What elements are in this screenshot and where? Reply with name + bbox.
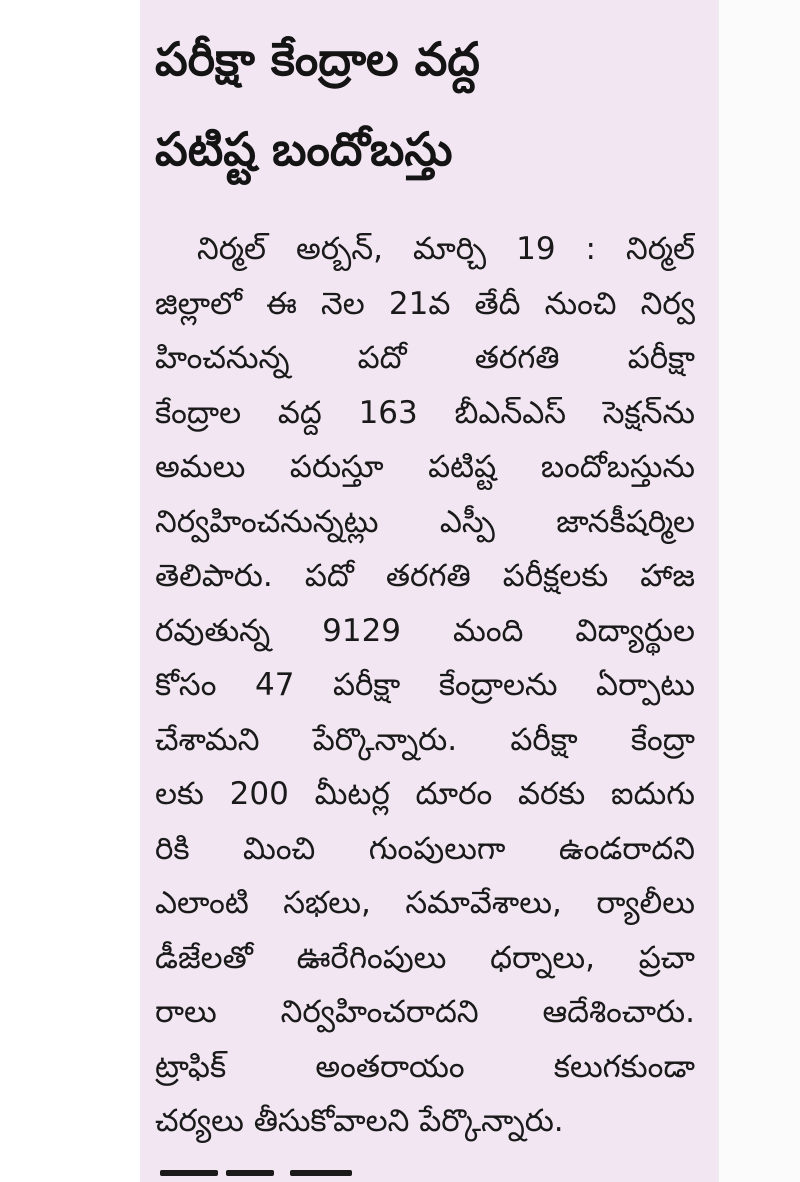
body-line: జిల్లాలో ఈ నెల 21వ తేదీ నుంచి నిర్వ [155,285,695,322]
page-margin-left [0,0,140,1182]
next-headline-fragment [160,1162,370,1182]
body-line: ట్రాఫిక్ అంతరాయం కలుగకుండా [155,1048,695,1085]
body-line: తెలిపారు. పదో తరగతి పరీక్షలకు హాజ [155,558,695,594]
body-line: కేంద్రాల వద్ద 163 బీఎన్ఎస్ సెక్షన్‌ను [155,394,695,431]
cropped-glyph-fragment [290,1170,352,1176]
body-line: చర్యలు తీసుకోవాలని పేర్కొన్నారు. [155,1103,564,1139]
article-body [155,222,695,1149]
body-line: రికి మించి గుంపులుగా ఉండరాదని [155,830,695,867]
body-line: డీజేలతో ఊరేగింపులు ధర్నాలు, ప్రచా [155,939,695,976]
body-line: కోసం 47 పరీక్షా కేంద్రాలను ఏర్పాటు [155,667,695,703]
body-line: అమలు పరుస్తూ పటిష్ట బందోబస్తును [155,449,695,485]
headline-line: పటిష్ట బందోబస్తు [155,122,453,176]
cropped-glyph-fragment [226,1170,274,1176]
body-line: హించనున్న పదో తరగతి పరీక్షా [155,340,695,376]
body-line: ఎలాంటి సభలు, సమావేశాలు, ర్యాలీలు [155,885,695,921]
adjacent-column-gutter [718,0,800,1182]
body-line: నిర్వహించనున్నట్లు ఎస్పీ జానకీషర్మిల [155,503,695,540]
body-line: నిర్మల్ అర్బన్, మార్చి 19 : నిర్మల్ [197,231,695,267]
body-line: చేశామని పేర్కొన్నారు. పరీక్షా కేంద్రా [155,721,695,758]
body-line: లకు 200 మీటర్ల దూరం వరకు ఐదుగు [155,776,695,812]
article-headline [155,14,695,194]
body-line: రాలు నిర్వహించరాదని ఆదేశించారు. [155,994,695,1030]
cropped-glyph-fragment [160,1170,218,1176]
body-line: రవుతున్న 9129 మంది విద్యార్థుల [155,612,695,649]
headline-line: పరీక్షా కేంద్రాల వద్ద [155,32,480,86]
